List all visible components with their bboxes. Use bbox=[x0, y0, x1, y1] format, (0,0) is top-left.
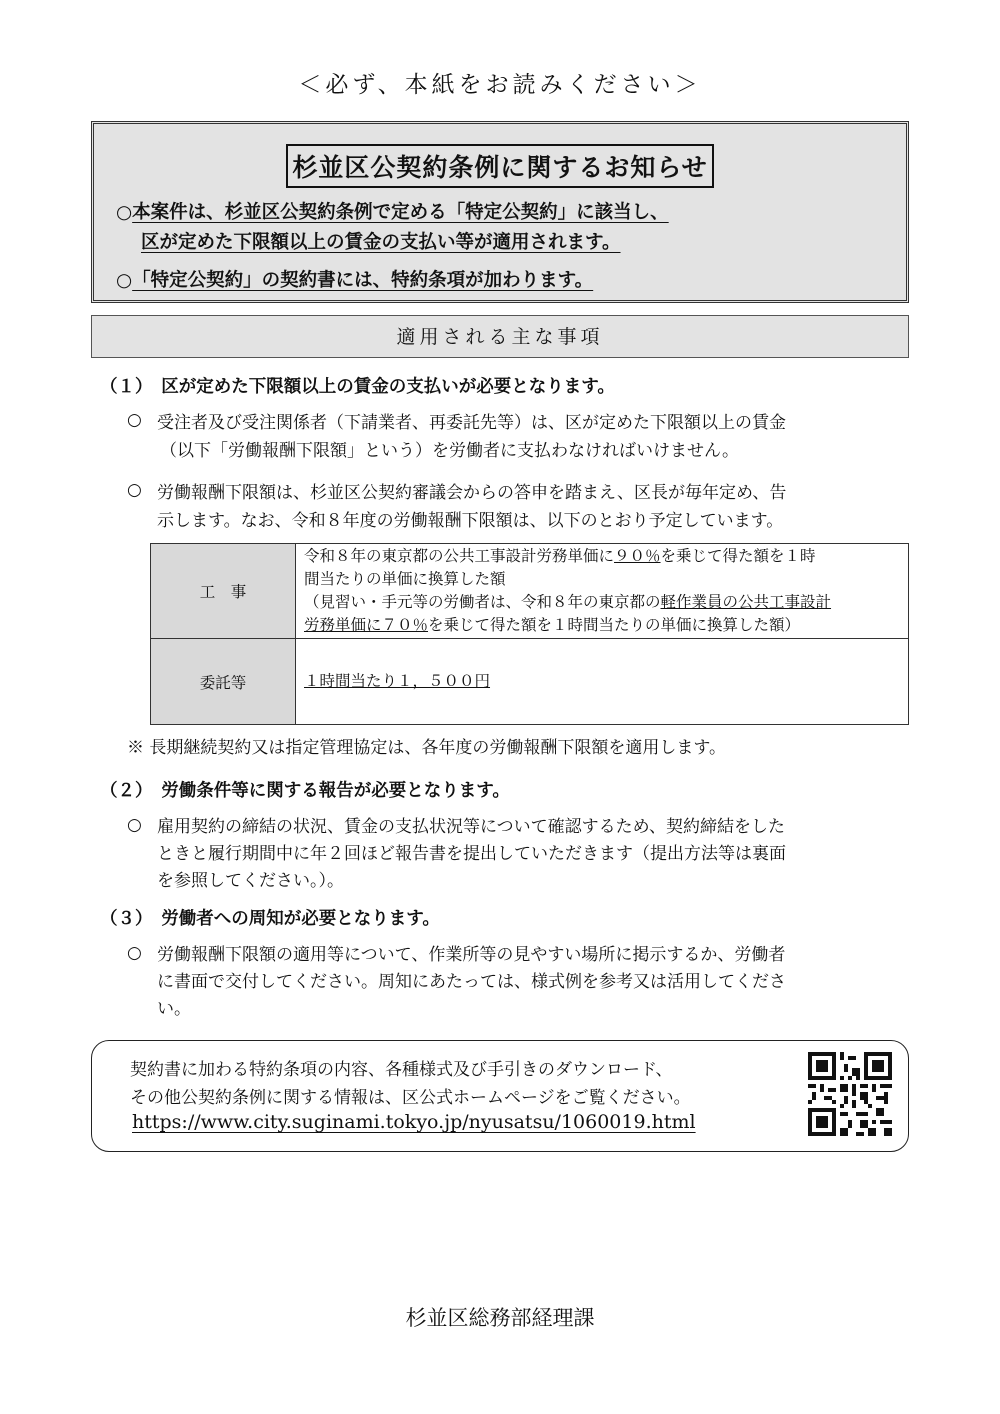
commission-rate: １時間当たり１，５００円 bbox=[304, 672, 491, 690]
table-row bbox=[151, 544, 909, 639]
s1-b2-line1: 労働報酬下限額は、杉並区公契約審議会からの答申を踏まえ、区長が毎年定め、告 bbox=[157, 483, 787, 503]
cell-text: 間当たりの単価に換算した額 bbox=[304, 570, 506, 588]
info-box bbox=[91, 1040, 909, 1152]
s3-b1-line3: い。 bbox=[157, 999, 191, 1019]
cell-text: 令和８年の東京都の公共工事設計労務単価に bbox=[304, 547, 615, 565]
section-1-heading: （１） 区が定めた下限額以上の賃金の支払いが必要となります。 bbox=[100, 377, 615, 397]
row-content-construction bbox=[296, 544, 909, 639]
notice-item-2-line-1: 「特定公契約」の契約書には、特約条項が加わります。 bbox=[132, 270, 594, 291]
cell-text-underlined: ９０％ bbox=[614, 547, 661, 565]
s2-b1-line2: ときと履行期間中に年２回ほど報告書を提出していただきます（提出方法等は裏面 bbox=[157, 844, 786, 864]
info-line-2: その他公契約条例に関する情報は、区公式ホームページをご覧ください。 bbox=[130, 1088, 691, 1108]
row-label-construction: 工 事 bbox=[151, 544, 296, 639]
bullet-icon: ○ bbox=[127, 480, 142, 500]
cell-text: （見習い・手元等の労働者は、令和８年の東京都の bbox=[304, 593, 661, 611]
notice-box bbox=[91, 121, 909, 303]
notice-item-2 bbox=[116, 266, 593, 292]
wage-floor-table bbox=[150, 543, 909, 725]
s1-b2-line2: 示します。なお、令和８年度の労働報酬下限額は、以下のとおり予定しています。 bbox=[157, 511, 784, 531]
notice-bullet: ○ bbox=[116, 270, 133, 291]
notice-item-1 bbox=[116, 198, 669, 224]
notice-item-1-cont bbox=[141, 228, 621, 254]
section-heading: 適用される主な事項 bbox=[91, 315, 909, 358]
row-label-commission: 委託等 bbox=[151, 639, 296, 725]
s1-b1-line2: （以下「労働報酬下限額」という）を労働者に支払わなければいけません。 bbox=[160, 441, 740, 461]
qr-code-icon[interactable] bbox=[808, 1052, 892, 1136]
cell-text: を乗じて得た額を１時 bbox=[660, 547, 816, 565]
homepage-link[interactable]: https://www.city.suginami.tokyo.jp/nyusatsu/1060019.html bbox=[132, 1111, 696, 1133]
notice-item-1-line-1: 本案件は、杉並区公契約条例で定める「特定公契約」に該当し、 bbox=[132, 202, 669, 223]
bullet-icon: ○ bbox=[127, 943, 142, 963]
bullet-icon: ○ bbox=[127, 410, 142, 430]
info-line-1: 契約書に加わる特約条項の内容、各種様式及び手引きのダウンロード、 bbox=[130, 1060, 673, 1080]
section-3-heading: （３） 労働者への周知が必要となります。 bbox=[100, 909, 440, 929]
notice-bullet: ○ bbox=[116, 202, 133, 223]
notice-title: 杉並区公契約条例に関するお知らせ bbox=[286, 144, 713, 188]
s3-b1-line2: に書面で交付してください。周知にあたっては、様式例を参考又は活用してくださ bbox=[157, 972, 786, 992]
cell-text-underlined: 軽作業員の公共工事設計 bbox=[660, 593, 832, 611]
table-row bbox=[151, 639, 909, 725]
s2-b1-line1: 雇用契約の締結の状況、賃金の支払状況等について確認するため、契約締結をした bbox=[157, 817, 785, 837]
s1-note: ※ 長期継続契約又は指定管理協定は、各年度の労働報酬下限額を適用します。 bbox=[127, 738, 727, 758]
top-note: ＜必ず、本紙をお読みください＞ bbox=[298, 72, 702, 98]
notice-item-1-line-2: 区が定めた下限額以上の賃金の支払い等が適用されます。 bbox=[141, 232, 621, 253]
cell-text: を乗じて得た額を１時間当たりの単価に換算した額） bbox=[428, 616, 801, 634]
cell-text-underlined: 労務単価に７０％ bbox=[304, 616, 429, 634]
s2-b1-line3: を参照してください。）。 bbox=[157, 871, 344, 891]
row-content-commission bbox=[296, 639, 909, 725]
section-2-heading: （２） 労働条件等に関する報告が必要となります。 bbox=[100, 781, 510, 801]
s3-b1-line1: 労働報酬下限額の適用等について、作業所等の見やすい場所に掲示するか、労働者 bbox=[157, 945, 786, 965]
footer-department: 杉並区総務部経理課 bbox=[405, 1306, 595, 1330]
bullet-icon: ○ bbox=[127, 815, 142, 835]
s1-b1-line1: 受注者及び受注関係者（下請業者、再委託先等）は、区が定めた下限額以上の賃金 bbox=[157, 413, 786, 433]
